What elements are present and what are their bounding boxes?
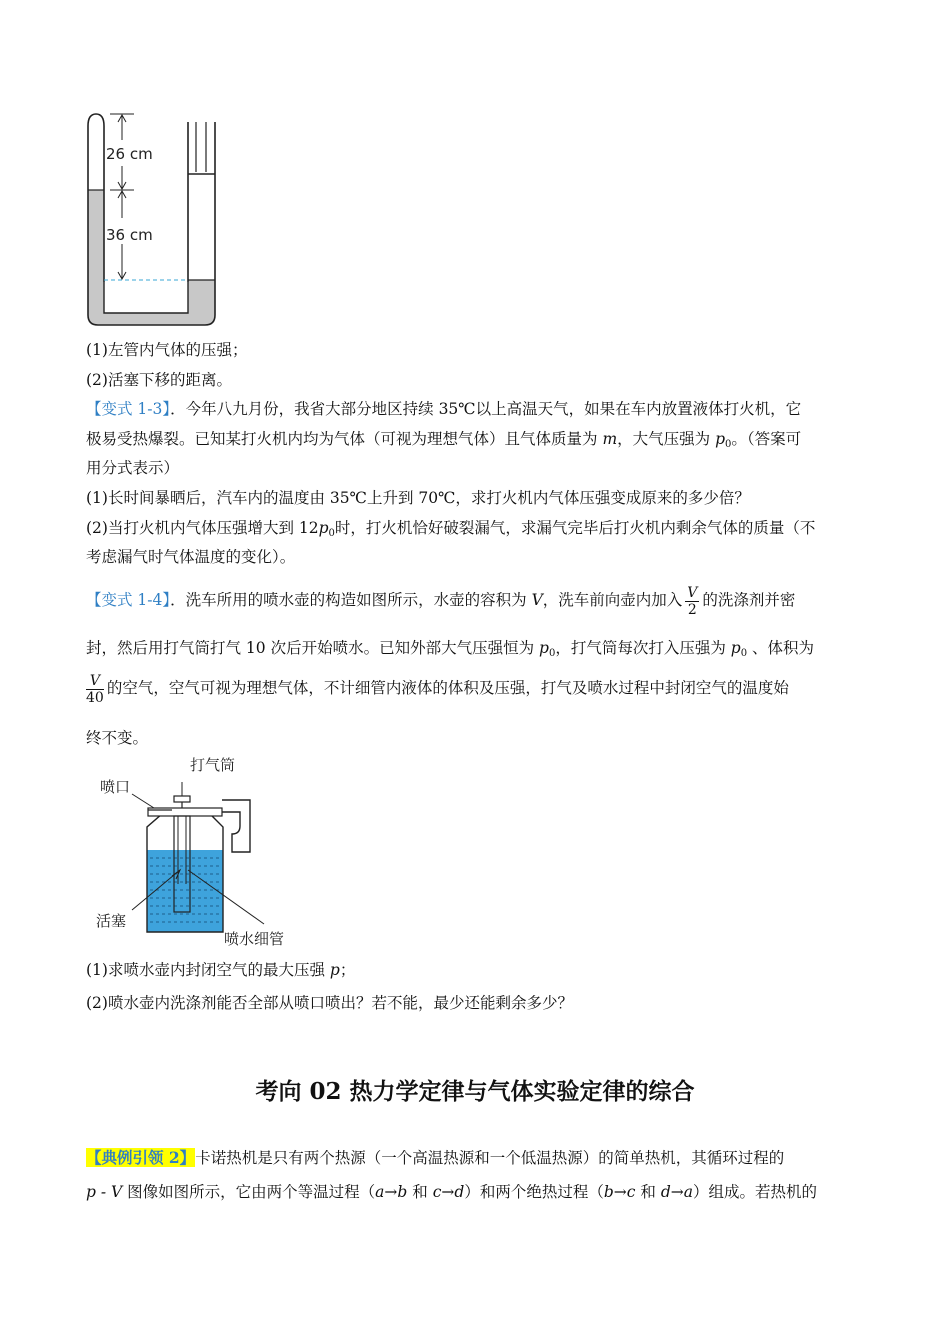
text: 封，然后用打气筒打气 10 次后开始喷水。已知外部大气压强恒为 xyxy=(86,639,540,657)
variant-1-3-q1: (1)长时间暴晒后，汽车内的温度由 35℃上升到 70℃，求打火机内气体压强变成原来的多少倍？ xyxy=(86,489,750,507)
variant-1-3-q2-cont: 考虑漏气时气体温度的变化）。 xyxy=(86,548,296,566)
text: ； xyxy=(339,961,356,979)
text: 的洗涤剂并密 xyxy=(702,591,796,609)
variant-1-4-line3 xyxy=(86,670,789,706)
variant-1-4-tag: 【变式 1-4】 xyxy=(86,591,171,609)
variant-1-3-q2 xyxy=(86,518,815,544)
label-tube: 喷水细管 xyxy=(224,930,285,948)
text: (2)当打火机内气体压强增大到 12 xyxy=(86,519,319,537)
variant-1-4-line1 xyxy=(86,582,795,618)
fig1-label-26cm: 26 cm xyxy=(106,145,153,163)
label-nozzle: 喷口 xyxy=(100,778,131,796)
var: a xyxy=(375,1183,385,1201)
sprayer-figure xyxy=(92,752,312,952)
var-m: m xyxy=(602,430,618,448)
variant-1-4-q1 xyxy=(86,960,355,980)
var: d xyxy=(660,1183,671,1201)
variant-1-3-line2 xyxy=(86,429,801,455)
text: 、体积为 xyxy=(747,639,815,657)
pv-symbol: p - V xyxy=(86,1183,123,1201)
var-v: V xyxy=(531,591,543,609)
text: 和 xyxy=(407,1183,433,1201)
text: ．洗车所用的喷水壶的构造如图所示，水壶的容积为 xyxy=(170,591,532,609)
fraction-v-over-2 xyxy=(685,585,699,618)
denominator: 2 xyxy=(687,601,697,618)
arrow: → xyxy=(441,1183,455,1201)
denominator: 40 xyxy=(86,689,104,706)
text: ）组成。若热机的 xyxy=(693,1183,818,1201)
example-2-tag: 【典例引领 2】 xyxy=(86,1148,196,1167)
text: ）和两个绝热过程（ xyxy=(464,1183,604,1201)
arrow: → xyxy=(384,1183,398,1201)
variant-1-4-line2 xyxy=(86,638,814,664)
var: c xyxy=(432,1183,442,1201)
var-p: p xyxy=(329,961,340,979)
text: 图像如图所示，它由两个等温过程（ xyxy=(122,1183,376,1201)
label-piston: 活塞 xyxy=(96,912,127,930)
variant-1-3-line3: 用分式表示） xyxy=(86,459,180,477)
fig1-label-36cm: 36 cm xyxy=(106,226,153,244)
subscript: 0 xyxy=(548,648,556,659)
text: 的空气，空气可视为理想气体，不计细管内液体的体积及压强，打气及喷水过程中封闭空气的温度始 xyxy=(106,679,789,697)
question-1: (1)左管内气体的压强； xyxy=(86,341,248,359)
text: ，打气筒每次打入压强为 xyxy=(555,639,731,657)
text: 。（答案可 xyxy=(731,430,802,448)
example-2-line1 xyxy=(86,1148,784,1168)
example-2-line2 xyxy=(86,1182,817,1202)
var-p: p xyxy=(539,639,549,657)
variant-1-3-text: ．今年八九月份，我省大部分地区持续 35℃以上高温天气，如果在车内放置液体打火机，它 xyxy=(170,400,802,418)
var: c xyxy=(626,1183,636,1201)
text: 和 xyxy=(635,1183,661,1201)
var-p: p xyxy=(318,519,329,537)
label-pump: 打气筒 xyxy=(190,756,236,774)
subscript: 0 xyxy=(740,648,748,659)
subscript: 0 xyxy=(328,528,335,539)
variant-1-3-tag: 【变式 1-3】 xyxy=(86,400,171,418)
question-2: (2)活塞下移的距离。 xyxy=(86,371,232,389)
variant-1-4-q2: (2)喷水壶内洗涤剂能否全部从喷口喷出？若不能，最少还能剩余多少？ xyxy=(86,994,573,1012)
variant-1-4-line4: 终不变。 xyxy=(86,729,149,747)
numerator: V xyxy=(687,584,698,601)
text: 时，打火机恰好破裂漏气，求漏气完毕后打火机内剩余气体的质量（不 xyxy=(334,519,816,537)
var: b xyxy=(397,1183,408,1201)
var: b xyxy=(603,1183,614,1201)
var: d xyxy=(454,1183,465,1201)
var-p: p xyxy=(715,430,726,448)
numerator: V xyxy=(86,673,104,690)
u-tube-figure xyxy=(84,110,224,330)
text: ，大气压强为 xyxy=(617,430,716,448)
subscript: 0 xyxy=(725,439,732,450)
text: (1)求喷水壶内封闭空气的最大压强 xyxy=(86,961,330,979)
fraction-v-over-40 xyxy=(86,673,104,706)
arrow: → xyxy=(613,1183,627,1201)
variant-1-3-line1 xyxy=(86,399,801,419)
text: 卡诺热机是只有两个热源（一个高温热源和一个低温热源）的简单热机，其循环过程的 xyxy=(195,1149,785,1167)
arrow: → xyxy=(670,1183,684,1201)
var: a xyxy=(683,1183,694,1201)
var-p: p xyxy=(730,639,741,657)
section-heading: 考向 02 热力学定律与气体实验定律的综合 xyxy=(255,1078,695,1105)
text: ，洗车前向壶内加入 xyxy=(542,591,683,609)
text: 极易受热爆裂。已知某打火机内均为气体（可视为理想气体）且气体质量为 xyxy=(86,430,603,448)
